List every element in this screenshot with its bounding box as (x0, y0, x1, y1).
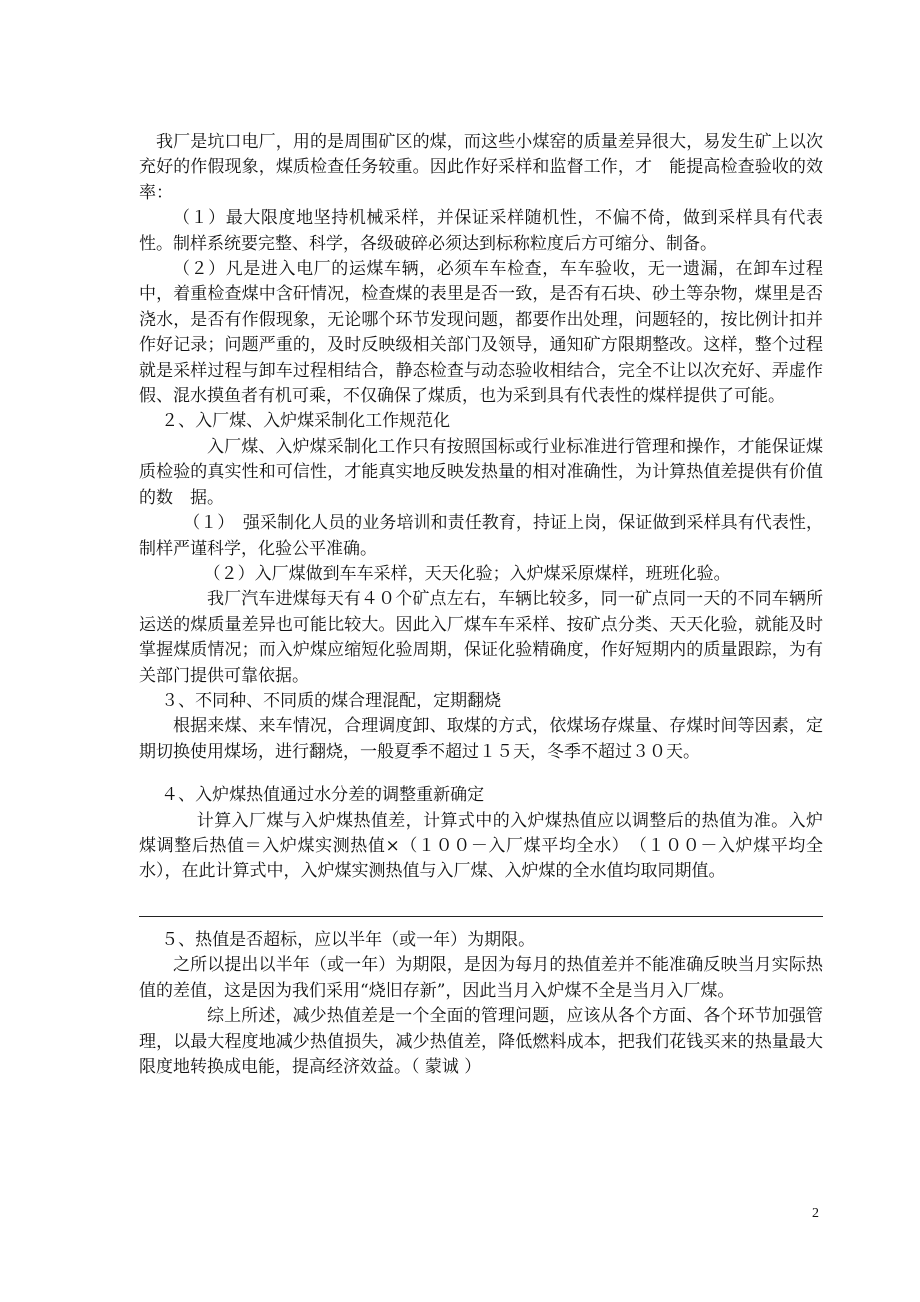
paragraph-item-1: （１）最大限度地坚持机械采样，并保证采样随机性，不偏不倚，做到采样具有代表性。制样系统要完整、科学，各级破碎必须达到标称粒度后方可缩分、制备。 (139, 208, 823, 254)
paragraph-section-4: 计算入厂煤与入炉煤热值差，计算式中的入炉煤热值应以调整后的热值为准。入炉煤调整后热值＝入炉煤实测热值×（１００－入厂煤平均全水） （１００－入炉煤平均全水），在此计算式中，入炉煤实测热值与入厂煤、入炉煤的全水值均取同期值。 (139, 810, 823, 882)
paragraph-summary: 综上所述，减少热值差是一个全面的管理问题，应该从各个方面、各个环节加强管理，以最大程度地减少热值损失，减少热值差，降低燃料成本，把我们花钱买来的热量最大限度地转换成电能，提高经济效益。（ 蒙诚 ） (139, 1006, 823, 1078)
body-text-top (139, 130, 823, 885)
section-heading-3: ３、不同种、不同质的煤合理混配，定期翻烧 (161, 690, 502, 711)
horizontal-rule (139, 916, 823, 917)
body-text-bottom (139, 928, 823, 1080)
paragraph-gap (139, 765, 823, 783)
section-heading-2: ２、入厂煤、入炉煤采制化工作规范化 (161, 411, 451, 432)
page-number: 2 (812, 1206, 819, 1221)
section-heading-5: ５、热值是否超标，应以半年（或一年）为期限。 (161, 930, 536, 950)
section-heading-4: ４、入炉煤热值通过水分差的调整重新确定 (161, 785, 485, 806)
paragraph-section-5: 之所以提出以半年（或一年）为期限，是因为每月的热值差并不能准确反映当月实际热值的差值，这是因为我们采用“烧旧存新”，因此当月入炉煤不全是当月入厂煤。 (139, 955, 823, 1001)
paragraph-section-2: 入厂煤、入炉煤采制化工作只有按照国标或行业标准进行管理和操作，才能保证煤质检验的真实性和可信性，才能真实地反映发热量的相对准确性，为计算热值差提供有价值的数 据。 (139, 436, 823, 508)
paragraph-intro: 我厂是坑口电厂，用的是周围矿区的煤，而这些小煤窑的质量差异很大，易发生矿上以次充好的作假现象，煤质检查任务较重。因此作好采样和监督工作，才 能提高检查验收的效率： (139, 132, 823, 203)
paragraph-section-2-detail: 我厂汽车进煤每天有４０个矿点左右，车辆比较多，同一矿点同一天的不同车辆所运送的煤质量差异也可能比较大。因此入厂煤车车采样、按矿点分类、天天化验，就能及时掌握煤质情况；而入炉煤应缩短化验周期，保证化验精确度，作好短期内的质量跟踪，为有关部门提供可靠依据。 (139, 589, 823, 686)
paragraph-section-2-item-2: （２）入厂煤做到车车采样，天天化验；入炉煤采原煤样，班班化验。 (203, 563, 731, 584)
paragraph-section-2-item-1: （１） 强采制化人员的业务培训和责任教育，持证上岗，保证做到采样具有代表性，制样严谨科学，化验公平准确。 (139, 513, 823, 559)
paragraph-section-3: 根据来煤、来车情况，合理调度卸、取煤的方式，依煤场存煤量、存煤时间等因素，定期切换使用煤场，进行翻烧，一般夏季不超过１５天，冬季不超过３０天。 (139, 716, 823, 762)
paragraph-item-2: （２）凡是进入电厂的运煤车辆，必须车车检查，车车验收，无一遗漏，在卸车过程中，着重检查煤中含矸情况，检查煤的表里是否一致，是否有石块、砂土等杂物，煤里是否浇水，是否有作假现象，无论哪个环节发现问题，都要作出处理，问题轻的，按比例计扣并作好记录；问题严重的，及时反映级相关部门及领导，通知矿方限期整改。这样，整个过程就是采样过程与卸车过程相结合，静态检查与动态验收相结合，完全不让以次充好、弄虚作假、混水摸鱼者有机可乘，不仅确保了煤质，也为采到具有代表性的煤样提供了可能。 (139, 259, 823, 407)
